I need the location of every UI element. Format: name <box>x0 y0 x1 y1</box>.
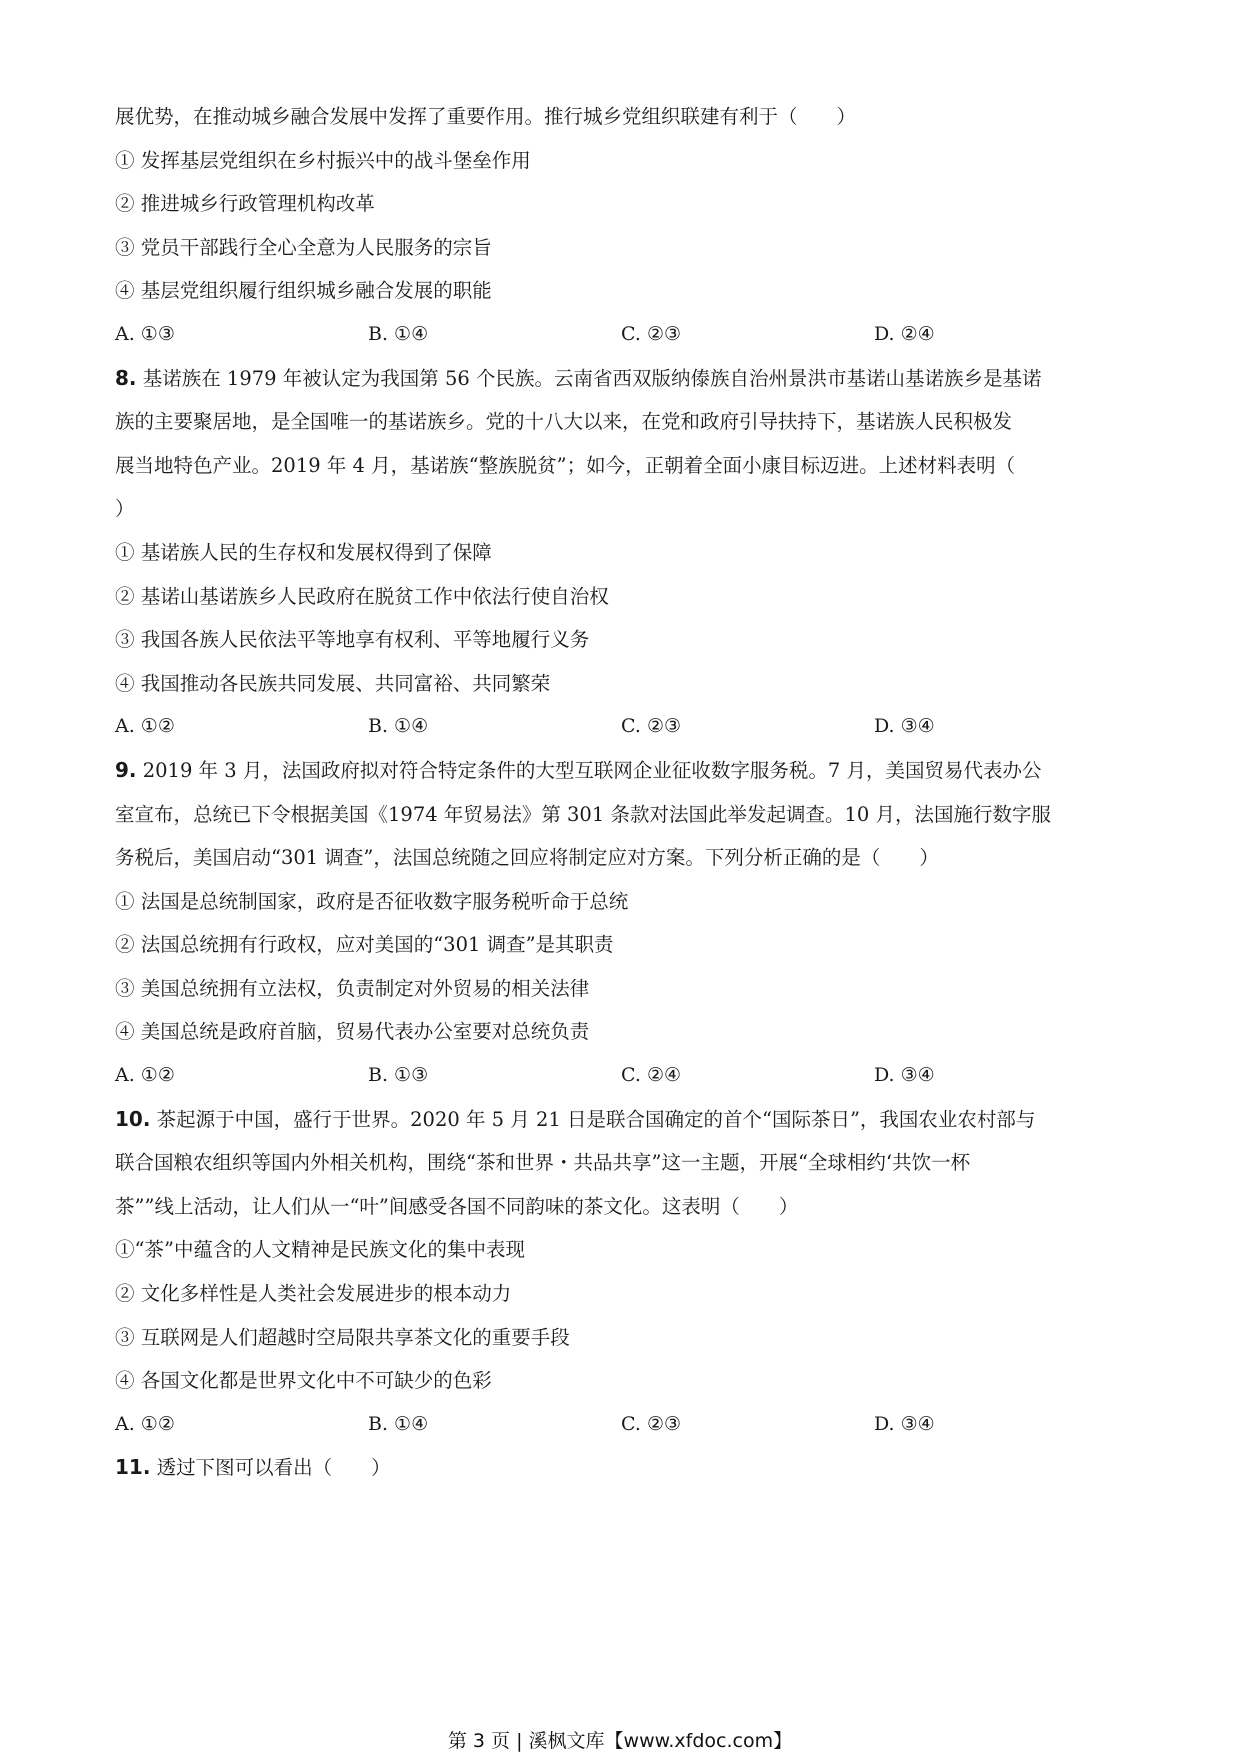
q10-option-3: ③ 互联网是人们超越时空局限共享茶文化的重要手段 <box>115 1325 570 1349</box>
q8-answer-a: A. ①② <box>115 715 175 738</box>
q10-number: 10. <box>115 1106 151 1131</box>
q8-stem-text-1: 基诺族在 1979 年被认定为我国第 56 个民族。云南省西双版纳傣族自治州景洪市基诺山基诺族乡是基诺 <box>142 366 1042 390</box>
q10-stem-text-1: 茶起源于中国，盛行于世界。2020 年 5 月 21 日是联合国确定的首个“国际茶日”，我国农业农村部与 <box>156 1107 1036 1131</box>
q7-stem-tail: 展优势，在推动城乡融合发展中发挥了重要作用。推行城乡党组织联建有利于（ ） <box>115 105 857 128</box>
q8-stem-line-2: 族的主要聚居地，是全国唯一的基诺族乡。党的十八大以来，在党和政府引导扶持下，基诺族人民积极发 <box>115 410 1013 434</box>
q7-answer-c: C. ②③ <box>621 322 682 345</box>
q7-answer-a: A. ①③ <box>115 322 175 345</box>
q8-option-3: ③ 我国各族人民依法平等地享有权利、平等地履行义务 <box>115 628 590 652</box>
q7-answer-d: D. ②④ <box>874 322 935 345</box>
q8-answer-b: B. ①④ <box>368 715 429 738</box>
q9-answer-b: B. ①③ <box>368 1064 429 1087</box>
q8-option-2: ② 基诺山基诺族乡人民政府在脱贫工作中依法行使自治权 <box>115 584 609 608</box>
q10-answer-d: D. ③④ <box>874 1412 935 1435</box>
q8-stem-line-1 <box>115 357 1135 401</box>
q7-answers <box>115 313 1135 357</box>
q7-option-1: ① 发挥基层党组织在乡村振兴中的战斗堡垒作用 <box>115 148 531 172</box>
q9-answer-d: D. ③④ <box>874 1064 935 1087</box>
q7-answer-b: B. ①④ <box>368 322 429 345</box>
q9-option-2: ② 法国总统拥有行政权，应对美国的“301 调查”是其职责 <box>115 933 614 957</box>
q11-stem-text: 透过下图可以看出（ ） <box>156 1456 391 1480</box>
q10-answer-c: C. ②③ <box>621 1412 682 1435</box>
q11-number: 11. <box>115 1455 151 1480</box>
q9-number: 9. <box>115 757 137 782</box>
q9-answer-c: C. ②④ <box>621 1064 682 1087</box>
q7-option-4: ④ 基层党组织履行组织城乡融合发展的职能 <box>115 279 492 303</box>
page-content <box>115 95 1135 1490</box>
q8-answer-c: C. ②③ <box>621 715 682 738</box>
q9-answer-a: A. ①② <box>115 1064 175 1087</box>
q10-option-2: ② 文化多样性是人类社会发展进步的根本动力 <box>115 1282 512 1306</box>
q9-option-1: ① 法国是总统制国家，政府是否征收数字服务税听命于总统 <box>115 889 629 913</box>
q8-stem-line-3: 展当地特色产业。2019 年 4 月，基诺族“整族脱贫”；如今，正朝着全面小康目标迈进。上述材料表明（ <box>115 453 1016 477</box>
q11-stem <box>115 1446 1135 1490</box>
q10-answers <box>115 1403 1135 1447</box>
q10-stem-line-1 <box>115 1098 1135 1142</box>
q10-option-4: ④ 各国文化都是世界文化中不可缺少的色彩 <box>115 1369 492 1393</box>
q9-stem-line-3: 务税后，美国启动“301 调查”，法国总统随之回应将制定应对方案。下列分析正确的是（ ） <box>115 846 939 870</box>
q10-answer-a: A. ①② <box>115 1412 175 1435</box>
q7-option-3: ③ 党员干部践行全心全意为人民服务的宗旨 <box>115 235 492 259</box>
q9-answers <box>115 1054 1135 1098</box>
q10-option-1: ①“茶”中蕴含的人文精神是民族文化的集中表现 <box>115 1238 525 1262</box>
q7-option-2: ② 推进城乡行政管理机构改革 <box>115 192 375 216</box>
page-footer: 第 3 页 | 溪枫文库【www.xfdoc.com】 <box>447 1730 793 1752</box>
q9-stem-text-1: 2019 年 3 月，法国政府拟对符合特定条件的大型互联网企业征收数字服务税。7 月，美国贸易代表办公 <box>142 758 1042 782</box>
q9-stem-line-2: 室宣布，总统已下令根据美国《1974 年贸易法》第 301 条款对法国此举发起调查。10 月，法国施行数字服 <box>115 802 1051 826</box>
q10-answer-b: B. ①④ <box>368 1412 429 1435</box>
q10-stem-line-3: 茶””线上活动，让人们从一“叶”间感受各国不同韵味的茶文化。这表明（ ） <box>115 1194 799 1218</box>
q8-option-4: ④ 我国推动各民族共同发展、共同富裕、共同繁荣 <box>115 671 551 695</box>
q8-answers <box>115 705 1135 749</box>
q9-stem-line-1 <box>115 749 1135 793</box>
q8-answer-d: D. ③④ <box>874 715 935 738</box>
q8-stem-line-4: ） <box>115 497 135 521</box>
q8-option-1: ① 基诺族人民的生存权和发展权得到了保障 <box>115 540 492 564</box>
q9-option-4: ④ 美国总统是政府首脑，贸易代表办公室要对总统负责 <box>115 1020 590 1044</box>
q10-stem-line-2: 联合国粮农组织等国内外相关机构，围绕“茶和世界・共品共享”这一主题，开展“全球相约‘共饮一杯 <box>115 1151 971 1175</box>
q9-option-3: ③ 美国总统拥有立法权，负责制定对外贸易的相关法律 <box>115 976 590 1000</box>
q8-number: 8. <box>115 365 137 390</box>
